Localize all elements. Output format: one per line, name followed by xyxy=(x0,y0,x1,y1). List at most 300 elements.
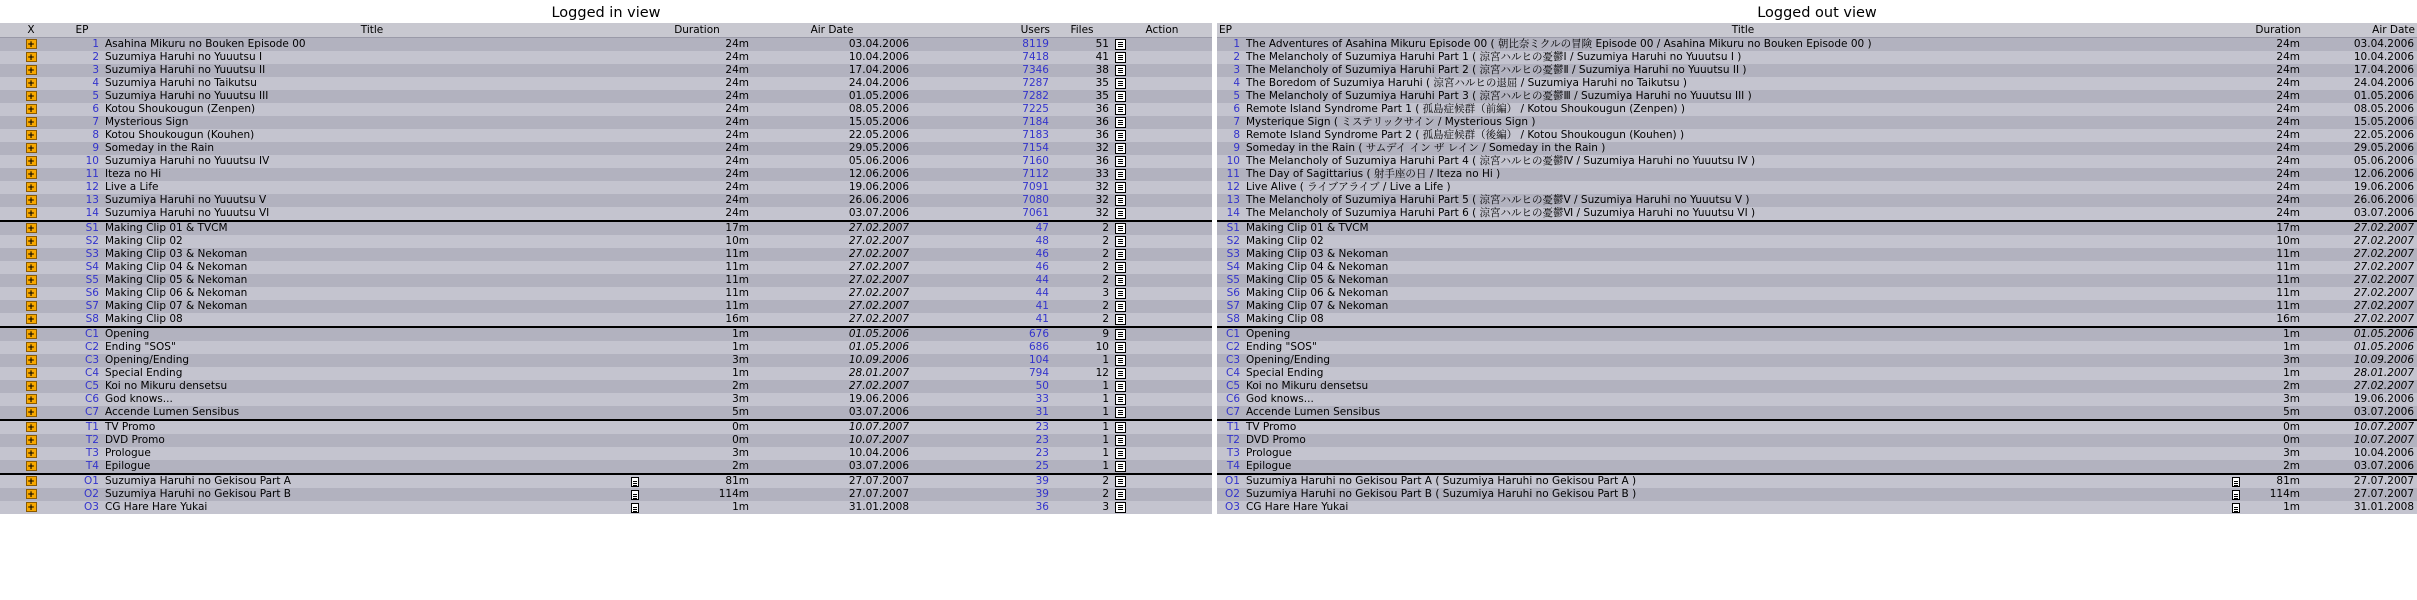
episode-title[interactable]: Making Clip 03 & Nekoman xyxy=(1246,248,1389,260)
episode-number[interactable]: C5 xyxy=(62,380,102,393)
action-file-icon[interactable] xyxy=(1115,195,1126,206)
action-file-icon[interactable] xyxy=(1115,329,1126,340)
table-row xyxy=(1217,420,2417,434)
episode-number[interactable]: S5 xyxy=(62,274,102,287)
episode-number[interactable]: S6 xyxy=(1217,287,1243,300)
action-file-icon[interactable] xyxy=(1115,39,1126,50)
plus-icon[interactable]: + xyxy=(27,449,35,459)
action-file-icon[interactable] xyxy=(1115,314,1126,325)
plus-icon[interactable]: + xyxy=(27,92,35,102)
episode-number[interactable]: 13 xyxy=(1217,194,1243,207)
episode-files: 33 xyxy=(1052,168,1112,181)
episode-duration: 0m xyxy=(2243,420,2303,434)
title-cell xyxy=(102,142,642,155)
episode-number[interactable]: 7 xyxy=(62,116,102,129)
episode-title[interactable]: The Melancholy of Suzumiya Haruhi Part 1 ( 涼宮ハルヒの憂鬱Ⅰ / Suzumiya Haruhi no Yuuutsu I ) xyxy=(1246,51,1742,63)
episode-number[interactable]: C1 xyxy=(1217,327,1243,341)
episode-title[interactable]: CG Hare Hare Yukai xyxy=(1246,501,1349,513)
episode-number[interactable]: T3 xyxy=(62,447,102,460)
plus-icon[interactable]: + xyxy=(27,477,35,487)
expand-cell xyxy=(0,90,62,103)
episode-title[interactable]: Suzumiya Haruhi no Yuuutsu I xyxy=(105,51,263,63)
episode-title[interactable]: Remote Island Syndrome Part 2 ( 孤島症候群（後編） / Kotou Shoukougun (Kouhen) ) xyxy=(1246,129,1685,141)
episode-number[interactable]: 13 xyxy=(62,194,102,207)
file-icon[interactable] xyxy=(2232,503,2240,513)
episode-users[interactable]: 44 xyxy=(912,287,1052,300)
plus-icon[interactable]: + xyxy=(27,302,35,312)
episode-title[interactable]: Koi no Mikuru densetsu xyxy=(105,380,228,392)
expand-cell xyxy=(0,221,62,235)
episode-number[interactable]: T2 xyxy=(1217,434,1243,447)
file-icon[interactable] xyxy=(631,477,639,487)
episode-number[interactable]: S5 xyxy=(1217,274,1243,287)
episode-title[interactable]: Making Clip 03 & Nekoman xyxy=(105,248,248,260)
plus-icon[interactable]: + xyxy=(27,196,35,206)
episode-title[interactable]: DVD Promo xyxy=(1246,434,1306,446)
episode-duration: 24m xyxy=(2243,194,2303,207)
episode-users[interactable]: 31 xyxy=(912,406,1052,420)
title-cell xyxy=(1243,51,2243,64)
episode-title[interactable]: Someday in the Rain xyxy=(105,142,214,154)
episode-title[interactable]: CG Hare Hare Yukai xyxy=(105,501,208,513)
episode-users[interactable]: 7184 xyxy=(912,116,1052,129)
episode-users[interactable]: 7418 xyxy=(912,51,1052,64)
episode-number[interactable]: T1 xyxy=(1217,420,1243,434)
plus-icon[interactable]: + xyxy=(27,118,35,128)
episode-title[interactable]: DVD Promo xyxy=(105,434,165,446)
episode-number[interactable]: T1 xyxy=(62,420,102,434)
episode-title[interactable]: Making Clip 04 & Nekoman xyxy=(1246,261,1389,273)
episode-duration: 11m xyxy=(642,248,752,261)
episode-title[interactable]: Making Clip 07 & Nekoman xyxy=(105,300,248,312)
episode-title[interactable]: Ending "SOS" xyxy=(105,341,176,353)
episode-title[interactable]: Suzumiya Haruhi no Yuuutsu IV xyxy=(105,155,270,167)
plus-icon[interactable]: + xyxy=(27,315,35,325)
episode-users[interactable]: 23 xyxy=(912,447,1052,460)
action-file-icon[interactable] xyxy=(1115,262,1126,273)
episode-number[interactable]: 14 xyxy=(62,207,102,221)
episode-users[interactable]: 686 xyxy=(912,341,1052,354)
plus-icon[interactable]: + xyxy=(27,250,35,260)
action-file-icon[interactable] xyxy=(1115,156,1126,167)
action-file-icon[interactable] xyxy=(1115,355,1126,366)
title-cell xyxy=(102,287,642,300)
table-row xyxy=(1217,129,2417,142)
episode-number[interactable]: C6 xyxy=(1217,393,1243,406)
plus-icon[interactable]: + xyxy=(27,490,35,500)
plus-icon[interactable]: + xyxy=(27,224,35,234)
episode-number[interactable]: C1 xyxy=(62,327,102,341)
action-file-icon[interactable] xyxy=(1115,422,1126,433)
episode-users[interactable]: 36 xyxy=(912,501,1052,514)
episode-number[interactable]: C4 xyxy=(62,367,102,380)
plus-icon[interactable]: + xyxy=(27,157,35,167)
episode-users[interactable]: 33 xyxy=(912,393,1052,406)
title-cell xyxy=(102,406,642,420)
episode-users[interactable]: 7346 xyxy=(912,64,1052,77)
title-cell xyxy=(1243,116,2243,129)
episode-users[interactable]: 46 xyxy=(912,261,1052,274)
episode-number[interactable]: 8 xyxy=(62,129,102,142)
episode-airdate: 17.04.2006 xyxy=(752,64,912,77)
episode-number[interactable]: S1 xyxy=(62,221,102,235)
episode-users[interactable]: 7225 xyxy=(912,103,1052,116)
episode-airdate: 01.05.2006 xyxy=(2303,90,2417,103)
episode-users[interactable]: 48 xyxy=(912,235,1052,248)
plus-icon[interactable]: + xyxy=(27,276,35,286)
episode-files: 32 xyxy=(1052,194,1112,207)
episode-title[interactable]: The Melancholy of Suzumiya Haruhi Part 3 ( 涼宮ハルヒの憂鬱Ⅲ / Suzumiya Haruhi no Yuuutsu III ) xyxy=(1246,90,1752,102)
episode-title[interactable]: Making Clip 01 & TVCM xyxy=(105,222,228,234)
plus-icon[interactable]: + xyxy=(27,66,35,76)
episode-number[interactable]: S7 xyxy=(62,300,102,313)
episode-number[interactable]: 14 xyxy=(1217,207,1243,221)
episode-title[interactable]: Epilogue xyxy=(105,460,151,472)
episode-users[interactable]: 41 xyxy=(912,313,1052,327)
episode-title[interactable]: Opening/Ending xyxy=(105,354,190,366)
episode-duration: 1m xyxy=(2243,327,2303,341)
table-row xyxy=(1217,64,2417,77)
episode-title[interactable]: Kotou Shoukougun (Kouhen) xyxy=(105,129,255,141)
episode-title[interactable]: Making Clip 01 & TVCM xyxy=(1246,222,1369,234)
episode-number[interactable]: 3 xyxy=(62,64,102,77)
episode-number[interactable]: C5 xyxy=(1217,380,1243,393)
episode-title[interactable]: Mysterious Sign xyxy=(105,116,189,128)
episode-number[interactable]: 7 xyxy=(1217,116,1243,129)
episode-number[interactable]: 6 xyxy=(1217,103,1243,116)
episode-title[interactable]: The Melancholy of Suzumiya Haruhi Part 4 ( 涼宮ハルヒの憂鬱Ⅳ / Suzumiya Haruhi no Yuuutsu IV ) xyxy=(1246,155,1756,167)
plus-icon[interactable]: + xyxy=(27,79,35,89)
episode-number[interactable]: O2 xyxy=(1217,488,1243,501)
table-row xyxy=(1217,406,2417,420)
episode-title[interactable]: Making Clip 07 & Nekoman xyxy=(1246,300,1389,312)
episode-title[interactable]: Making Clip 05 & Nekoman xyxy=(1246,274,1389,286)
episode-title[interactable]: Suzumiya Haruhi no Gekisou Part A xyxy=(105,475,291,487)
plus-icon[interactable]: + xyxy=(27,369,35,379)
episode-users[interactable]: 39 xyxy=(912,474,1052,488)
episode-airdate: 24.04.2006 xyxy=(752,77,912,90)
episode-title[interactable]: Koi no Mikuru densetsu xyxy=(1246,380,1369,392)
episode-number[interactable]: T2 xyxy=(62,434,102,447)
episode-title[interactable]: The Day of Sagittarius ( 射手座の日 / Iteza no Hi ) xyxy=(1246,168,1501,180)
action-file-icon[interactable] xyxy=(1115,407,1126,418)
episode-title[interactable]: Making Clip 02 xyxy=(1246,235,1324,247)
episode-users[interactable]: 44 xyxy=(912,274,1052,287)
episode-title[interactable]: Ending "SOS" xyxy=(1246,341,1317,353)
action-file-icon[interactable] xyxy=(1115,342,1126,353)
episode-title[interactable]: Suzumiya Haruhi no Gekisou Part A ( Suzumiya Haruhi no Gekisou Part A ) xyxy=(1246,475,1637,487)
episode-number[interactable]: 3 xyxy=(1217,64,1243,77)
action-cell xyxy=(1112,51,1212,64)
episode-files: 2 xyxy=(1052,300,1112,313)
episode-title[interactable]: Making Clip 08 xyxy=(1246,313,1324,325)
episode-number[interactable]: S1 xyxy=(1217,221,1243,235)
episode-number[interactable]: S4 xyxy=(62,261,102,274)
episode-number[interactable]: 4 xyxy=(62,77,102,90)
episode-title[interactable]: Someday in the Rain ( サムデイ イン ザ レイン / Someday in the Rain ) xyxy=(1246,142,1606,154)
episode-title[interactable]: Making Clip 04 & Nekoman xyxy=(105,261,248,273)
episode-users[interactable]: 7091 xyxy=(912,181,1052,194)
episode-number[interactable]: T4 xyxy=(1217,460,1243,474)
episode-title[interactable]: The Boredom of Suzumiya Haruhi ( 涼宮ハルヒの退屈 / Suzumiya Haruhi no Taikutsu ) xyxy=(1246,77,1687,89)
episode-users[interactable]: 46 xyxy=(912,248,1052,261)
episode-airdate: 19.06.2006 xyxy=(752,181,912,194)
episode-users[interactable]: 7183 xyxy=(912,129,1052,142)
episode-files: 36 xyxy=(1052,103,1112,116)
episode-title[interactable]: Epilogue xyxy=(1246,460,1292,472)
episode-title[interactable]: TV Promo xyxy=(105,421,156,433)
action-cell xyxy=(1112,313,1212,327)
episode-users[interactable]: 794 xyxy=(912,367,1052,380)
episode-users[interactable]: 23 xyxy=(912,434,1052,447)
plus-icon[interactable]: + xyxy=(27,423,35,433)
title-cell xyxy=(102,168,642,181)
episode-number[interactable]: C3 xyxy=(1217,354,1243,367)
action-file-icon[interactable] xyxy=(1115,275,1126,286)
plus-icon[interactable]: + xyxy=(27,209,35,219)
action-file-icon[interactable] xyxy=(1115,52,1126,63)
episode-number[interactable]: 8 xyxy=(1217,129,1243,142)
plus-icon[interactable]: + xyxy=(27,53,35,63)
episode-airdate: 03.07.2006 xyxy=(2303,207,2417,221)
episode-number[interactable]: C7 xyxy=(1217,406,1243,420)
table-row xyxy=(0,393,1212,406)
plus-icon[interactable]: + xyxy=(27,183,35,193)
episode-number[interactable]: C6 xyxy=(62,393,102,406)
plus-icon[interactable]: + xyxy=(27,395,35,405)
episode-title[interactable]: God knows... xyxy=(105,393,173,405)
episode-number[interactable]: 10 xyxy=(62,155,102,168)
episode-users[interactable]: 7160 xyxy=(912,155,1052,168)
episode-users[interactable]: 104 xyxy=(912,354,1052,367)
action-file-icon[interactable] xyxy=(1115,143,1126,154)
episode-title[interactable]: Suzumiya Haruhi no Yuuutsu III xyxy=(105,90,269,102)
episode-title[interactable]: Kotou Shoukougun (Zenpen) xyxy=(105,103,256,115)
episode-title[interactable]: Opening/Ending xyxy=(1246,354,1331,366)
episode-title[interactable]: Making Clip 06 & Nekoman xyxy=(1246,287,1389,299)
episode-users[interactable]: 23 xyxy=(912,420,1052,434)
file-icon[interactable] xyxy=(2232,477,2240,487)
action-file-icon[interactable] xyxy=(1115,368,1126,379)
episode-files: 1 xyxy=(1052,420,1112,434)
action-file-icon[interactable] xyxy=(1115,476,1126,487)
episode-users[interactable]: 7154 xyxy=(912,142,1052,155)
episode-number[interactable]: S6 xyxy=(62,287,102,300)
episode-title[interactable]: Suzumiya Haruhi no Taikutsu xyxy=(105,77,257,89)
episode-number[interactable]: 9 xyxy=(62,142,102,155)
action-file-icon[interactable] xyxy=(1115,394,1126,405)
episode-number[interactable]: S8 xyxy=(62,313,102,327)
title-cell xyxy=(1243,64,2243,77)
episode-number[interactable]: S2 xyxy=(1217,235,1243,248)
episode-number[interactable]: O1 xyxy=(62,474,102,488)
action-cell xyxy=(1112,354,1212,367)
plus-icon[interactable]: + xyxy=(27,105,35,115)
action-file-icon[interactable] xyxy=(1115,381,1126,392)
episode-title[interactable]: Live Alive ( ライブアライブ / Live a Life ) xyxy=(1246,181,1451,193)
episode-title[interactable]: Making Clip 06 & Nekoman xyxy=(105,287,248,299)
episode-title[interactable]: The Adventures of Asahina Mikuru Episode 00 ( 朝比奈ミクルの冒険 Episode 00 / Asahina Mikuru no Bouken Episode 00 ) xyxy=(1246,38,1872,50)
action-file-icon[interactable] xyxy=(1115,461,1126,472)
episode-number[interactable]: 11 xyxy=(1217,168,1243,181)
episode-title[interactable]: Making Clip 05 & Nekoman xyxy=(105,274,248,286)
file-icon[interactable] xyxy=(631,490,639,500)
file-icon[interactable] xyxy=(2232,490,2240,500)
plus-icon[interactable]: + xyxy=(27,356,35,366)
episode-number[interactable]: 5 xyxy=(62,90,102,103)
episode-title[interactable]: Iteza no Hi xyxy=(105,168,162,180)
episode-title[interactable]: Special Ending xyxy=(105,367,183,379)
episode-number[interactable]: O3 xyxy=(1217,501,1243,514)
table-row xyxy=(1217,181,2417,194)
plus-icon[interactable]: + xyxy=(27,436,35,446)
episode-number[interactable]: O2 xyxy=(62,488,102,501)
episode-number[interactable]: 6 xyxy=(62,103,102,116)
episode-title[interactable]: Accende Lumen Sensibus xyxy=(1246,406,1381,418)
episode-number[interactable]: 9 xyxy=(1217,142,1243,155)
episode-title[interactable]: Opening xyxy=(105,328,150,340)
episode-number[interactable]: S8 xyxy=(1217,313,1243,327)
episode-duration: 5m xyxy=(2243,406,2303,420)
episode-title[interactable]: Suzumiya Haruhi no Gekisou Part B ( Suzumiya Haruhi no Gekisou Part B ) xyxy=(1246,488,1637,500)
episode-airdate: 01.05.2006 xyxy=(752,90,912,103)
plus-icon[interactable]: + xyxy=(27,131,35,141)
action-file-icon[interactable] xyxy=(1115,182,1126,193)
episode-users[interactable]: 50 xyxy=(912,380,1052,393)
episode-users[interactable]: 7282 xyxy=(912,90,1052,103)
episode-title[interactable]: The Melancholy of Suzumiya Haruhi Part 5 ( 涼宮ハルヒの憂鬱Ⅴ / Suzumiya Haruhi no Yuuutsu V ) xyxy=(1246,194,1750,206)
episode-number[interactable]: 1 xyxy=(1217,38,1243,52)
plus-icon[interactable]: + xyxy=(27,462,35,472)
episode-title[interactable]: The Melancholy of Suzumiya Haruhi Part 2 ( 涼宮ハルヒの憂鬱Ⅱ / Suzumiya Haruhi no Yuuutsu II ) xyxy=(1246,64,1747,76)
action-file-icon[interactable] xyxy=(1115,117,1126,128)
episode-title[interactable]: Prologue xyxy=(105,447,151,459)
action-file-icon[interactable] xyxy=(1115,78,1126,89)
episode-users[interactable]: 676 xyxy=(912,327,1052,341)
plus-icon[interactable]: + xyxy=(27,408,35,418)
action-file-icon[interactable] xyxy=(1115,249,1126,260)
action-file-icon[interactable] xyxy=(1115,435,1126,446)
episode-title[interactable]: Making Clip 02 xyxy=(105,235,183,247)
action-file-icon[interactable] xyxy=(1115,301,1126,312)
episode-users[interactable]: 39 xyxy=(912,488,1052,501)
episode-users[interactable]: 47 xyxy=(912,221,1052,235)
plus-icon[interactable]: + xyxy=(27,40,35,50)
episode-number[interactable]: 5 xyxy=(1217,90,1243,103)
episode-number[interactable]: C2 xyxy=(1217,341,1243,354)
episode-title[interactable]: Suzumiya Haruhi no Yuuutsu II xyxy=(105,64,266,76)
episode-number[interactable]: 4 xyxy=(1217,77,1243,90)
action-file-icon[interactable] xyxy=(1115,208,1126,219)
episode-title[interactable]: Asahina Mikuru no Bouken Episode 00 xyxy=(105,38,306,50)
episode-title[interactable]: Making Clip 08 xyxy=(105,313,183,325)
episode-users[interactable]: 7061 xyxy=(912,207,1052,221)
action-file-icon[interactable] xyxy=(1115,91,1126,102)
plus-icon[interactable]: + xyxy=(27,237,35,247)
action-file-icon[interactable] xyxy=(1115,502,1126,513)
episode-title[interactable]: Special Ending xyxy=(1246,367,1324,379)
action-file-icon[interactable] xyxy=(1115,104,1126,115)
episode-airdate: 27.02.2007 xyxy=(752,287,912,300)
episode-title[interactable]: Suzumiya Haruhi no Yuuutsu VI xyxy=(105,207,270,219)
plus-icon[interactable]: + xyxy=(27,330,35,340)
episode-number[interactable]: O1 xyxy=(1217,474,1243,488)
episode-duration: 3m xyxy=(2243,354,2303,367)
episode-title[interactable]: Mysterique Sign ( ミステリックサイン / Mysterious Sign ) xyxy=(1246,116,1536,128)
action-file-icon[interactable] xyxy=(1115,223,1126,234)
episode-title[interactable]: Prologue xyxy=(1246,447,1292,459)
episode-number[interactable]: T4 xyxy=(62,460,102,474)
episode-airdate: 22.05.2006 xyxy=(752,129,912,142)
episode-number[interactable]: 12 xyxy=(62,181,102,194)
episode-number[interactable]: C3 xyxy=(62,354,102,367)
episode-title[interactable]: The Melancholy of Suzumiya Haruhi Part 6 ( 涼宮ハルヒの憂鬱Ⅵ / Suzumiya Haruhi no Yuuutsu VI ) xyxy=(1246,207,1756,219)
expand-cell xyxy=(0,168,62,181)
episode-number[interactable]: S2 xyxy=(62,235,102,248)
episode-users[interactable]: 41 xyxy=(912,300,1052,313)
episode-number[interactable]: C7 xyxy=(62,406,102,420)
episode-title[interactable]: God knows... xyxy=(1246,393,1314,405)
episode-number[interactable]: S3 xyxy=(1217,248,1243,261)
episode-title[interactable]: TV Promo xyxy=(1246,421,1297,433)
plus-icon[interactable]: + xyxy=(27,503,35,513)
episode-duration: 2m xyxy=(642,460,752,474)
episode-title[interactable]: Suzumiya Haruhi no Yuuutsu V xyxy=(105,194,267,206)
plus-icon[interactable]: + xyxy=(27,263,35,273)
episode-duration: 3m xyxy=(642,354,752,367)
col-duration: Duration xyxy=(2243,23,2303,38)
episode-number[interactable]: S3 xyxy=(62,248,102,261)
episode-title[interactable]: Suzumiya Haruhi no Gekisou Part B xyxy=(105,488,291,500)
episode-number[interactable]: C2 xyxy=(62,341,102,354)
episode-number[interactable]: O3 xyxy=(62,501,102,514)
episode-users[interactable]: 7287 xyxy=(912,77,1052,90)
episode-number[interactable]: S7 xyxy=(1217,300,1243,313)
episode-title[interactable]: Opening xyxy=(1246,328,1291,340)
plus-icon[interactable]: + xyxy=(27,289,35,299)
episode-number[interactable]: C4 xyxy=(1217,367,1243,380)
plus-icon[interactable]: + xyxy=(27,382,35,392)
episode-title[interactable]: Live a Life xyxy=(105,181,159,193)
action-file-icon[interactable] xyxy=(1115,448,1126,459)
episode-number[interactable]: 11 xyxy=(62,168,102,181)
action-file-icon[interactable] xyxy=(1115,236,1126,247)
plus-icon[interactable]: + xyxy=(27,170,35,180)
action-file-icon[interactable] xyxy=(1115,130,1126,141)
episode-duration: 24m xyxy=(2243,168,2303,181)
episode-users[interactable]: 25 xyxy=(912,460,1052,474)
episode-number[interactable]: 12 xyxy=(1217,181,1243,194)
episode-users[interactable]: 7112 xyxy=(912,168,1052,181)
episode-number[interactable]: 2 xyxy=(62,51,102,64)
action-file-icon[interactable] xyxy=(1115,489,1126,500)
episode-title[interactable]: Accende Lumen Sensibus xyxy=(105,406,240,418)
episode-number[interactable]: T3 xyxy=(1217,447,1243,460)
episode-number[interactable]: 2 xyxy=(1217,51,1243,64)
action-file-icon[interactable] xyxy=(1115,288,1126,299)
file-icon[interactable] xyxy=(631,503,639,513)
episode-number[interactable]: S4 xyxy=(1217,261,1243,274)
action-file-icon[interactable] xyxy=(1115,65,1126,76)
episode-number[interactable]: 10 xyxy=(1217,155,1243,168)
episode-title[interactable]: Remote Island Syndrome Part 1 ( 孤島症候群（前編） / Kotou Shoukougun (Zenpen) ) xyxy=(1246,103,1685,115)
plus-icon[interactable]: + xyxy=(27,144,35,154)
episode-users[interactable]: 7080 xyxy=(912,194,1052,207)
episode-number[interactable]: 1 xyxy=(62,38,102,52)
action-file-icon[interactable] xyxy=(1115,169,1126,180)
plus-icon[interactable]: + xyxy=(27,343,35,353)
episode-users[interactable]: 8119 xyxy=(912,38,1052,52)
